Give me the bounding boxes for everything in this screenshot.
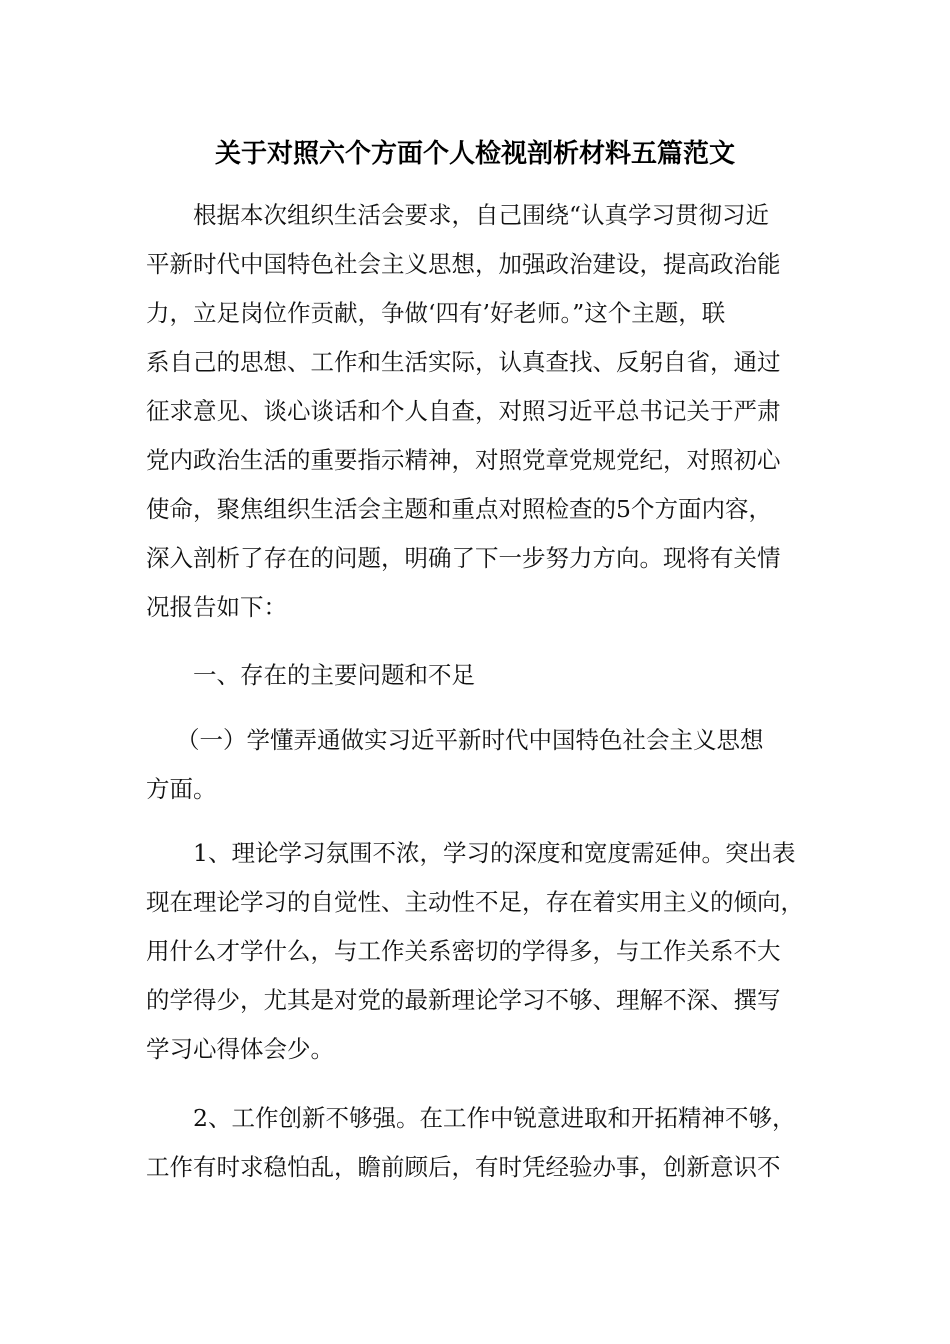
intro-paragraph bbox=[146, 191, 806, 632]
item-1-paragraph bbox=[146, 829, 806, 1074]
paragraph-line: 的学得少，尤其是对党的最新理论学习不够、理解不深、撰写 bbox=[146, 986, 781, 1014]
paragraph-line: 使命，聚焦组织生活会主题和重点对照检查的5个方面内容， bbox=[146, 495, 772, 523]
paragraph-line: 征求意见、谈心谈话和个人自查，对照习近平总书记关于严肃 bbox=[146, 397, 781, 425]
paragraph-line: 系自己的思想、工作和生活实际，认真查找、反躬自省，通过 bbox=[146, 348, 781, 376]
paragraph-line: 一、存在的主要问题和不足 bbox=[193, 661, 475, 689]
paragraph-line: 2、工作创新不够强。在工作中锐意进取和开拓精神不够， bbox=[193, 1104, 796, 1132]
paragraph-line: 党内政治生活的重要指示精神，对照党章党规党纪，对照初心 bbox=[146, 446, 781, 474]
paragraph-line: 况报告如下： bbox=[146, 593, 287, 621]
paragraph-line: 平新时代中国特色社会主义思想，加强政治建设，提高政治能 bbox=[146, 250, 781, 278]
paragraph-line: 方面。 bbox=[146, 775, 217, 803]
paragraph-line: 1、理论学习氛围不浓，学习的深度和宽度需延伸。突出表 bbox=[193, 839, 796, 867]
subsection-heading bbox=[146, 716, 806, 814]
paragraph-line: 根据本次组织生活会要求，自己围绕“认真学习贯彻习近 bbox=[193, 201, 770, 229]
paragraph-line: （一）学懂弄通做实习近平新时代中国特色社会主义思想 bbox=[176, 726, 764, 754]
paragraph-line: 学习心得体会少。 bbox=[146, 1035, 334, 1063]
paragraph-line: 深入剖析了存在的问题，明确了下一步努力方向。现将有关情 bbox=[146, 544, 781, 572]
paragraph-line: 工作有时求稳怕乱，瞻前顾后，有时凭经验办事，创新意识不 bbox=[146, 1153, 781, 1181]
section-heading bbox=[146, 651, 806, 700]
paragraph-line: 现在理论学习的自觉性、主动性不足，存在着实用主义的倾向， bbox=[146, 888, 804, 916]
document-title: 关于对照六个方面个人检视剖析材料五篇范文 bbox=[214, 139, 735, 169]
paragraph-line: 用什么才学什么，与工作关系密切的学得多，与工作关系不大 bbox=[146, 937, 781, 965]
item-2-paragraph bbox=[146, 1094, 806, 1192]
paragraph-line: 力，立足岗位作贡献，争做‘四有’好老师。”这个主题，联 bbox=[146, 299, 726, 327]
